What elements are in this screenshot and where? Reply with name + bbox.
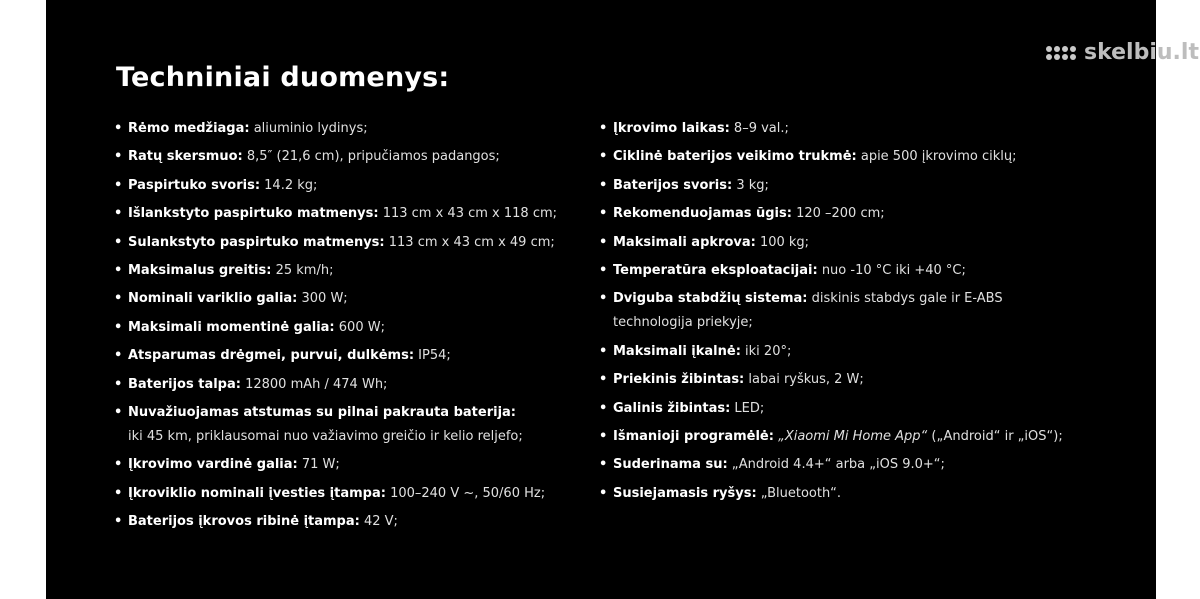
spec-key: Baterijos įkrovos ribinė įtampa: <box>128 514 360 530</box>
spec-item <box>114 316 584 340</box>
spec-item <box>114 174 584 198</box>
app-name: „Xiaomi Mi Home App“ <box>773 428 928 444</box>
spec-key: Temperatūra eksploatacijai: <box>613 262 818 278</box>
spec-key: Atsparumas drėgmei, purvui, dulkėms: <box>128 348 415 364</box>
spec-key: Rėmo medžiaga: <box>128 121 250 136</box>
spec-item <box>599 174 1099 198</box>
spec-key: Paspirtuko svoris: <box>128 177 261 193</box>
spec-item <box>599 340 1099 364</box>
spec-key: Maksimalus greitis: <box>128 262 272 278</box>
spec-key: Maksimali momentinė galia: <box>128 319 335 335</box>
spec-key: Įkrovimo laikas: <box>613 121 730 136</box>
spec-value: iki 20°; <box>740 343 792 359</box>
spec-key: Įkrovimo vardinė galia: <box>128 457 298 473</box>
spec-item <box>599 453 1099 477</box>
spec-item <box>599 287 1033 335</box>
spec-item <box>599 397 1099 421</box>
spec-item <box>114 231 584 255</box>
spec-value: 100–240 V ~, 50/60 Hz; <box>385 485 546 501</box>
spec-key: Baterijos talpa: <box>128 376 241 392</box>
spec-item <box>599 425 1099 449</box>
page-title: Techniniai duomenys: <box>116 62 450 93</box>
spec-value: iki 45 km, priklausomai nuo važiavimo greičio ir kelio reljefo; <box>128 428 523 444</box>
spec-value: 113 cm x 43 cm x 49 cm; <box>384 234 555 250</box>
spec-value: 600 W; <box>334 319 385 335</box>
spec-value: 100 kg; <box>755 234 810 250</box>
spec-value: IP54; <box>414 348 451 364</box>
watermark <box>1046 40 1200 65</box>
spec-item <box>599 259 1099 283</box>
spec-value: 8,5″ (21,6 cm), pripučiamos padangos; <box>242 149 500 165</box>
spec-item <box>114 510 584 534</box>
spec-item <box>599 202 1099 226</box>
spec-value: 120 –200 cm; <box>791 206 885 222</box>
spec-key: Nuvažiuojamas atstumas su pilnai pakrauta baterija: <box>128 404 517 420</box>
spec-item <box>114 373 584 397</box>
spec-item <box>114 202 584 226</box>
spec-item <box>114 401 584 449</box>
spec-value: 42 V; <box>359 514 398 530</box>
spec-item <box>114 482 584 506</box>
spec-value: 14.2 kg; <box>260 177 318 193</box>
spec-value: „Bluetooth“. <box>756 485 842 501</box>
spec-value: labai ryškus, 2 W; <box>744 372 864 388</box>
spec-item <box>114 287 584 311</box>
spec-key: Įkroviklio nominali įvesties įtampa: <box>128 485 386 501</box>
spec-value: 71 W; <box>297 457 340 473</box>
spec-value: 113 cm x 43 cm x 118 cm; <box>378 206 558 222</box>
spec-value: nuo -10 °C iki +40 °C; <box>817 262 966 278</box>
watermark-text: skelbiu.lt <box>1084 40 1199 65</box>
spec-item <box>114 259 584 283</box>
spec-value: 3 kg; <box>732 177 769 193</box>
skelbiu-logo-icon <box>1046 46 1076 60</box>
spec-item <box>599 117 1099 141</box>
spec-panel <box>46 0 1199 599</box>
spec-value: apie 500 įkrovimo ciklų; <box>856 149 1017 165</box>
spec-key: Maksimali įkalnė: <box>613 343 741 359</box>
spec-value: („Android“ ir „iOS“); <box>927 428 1063 444</box>
spec-item <box>599 482 1099 506</box>
spec-item <box>599 368 1099 392</box>
spec-value: 25 km/h; <box>271 262 334 278</box>
spec-key: Baterijos svoris: <box>613 177 733 193</box>
spec-key: Priekinis žibintas: <box>613 372 745 388</box>
spec-key: Dviguba stabdžių sistema: <box>613 291 808 307</box>
spec-item <box>114 117 584 141</box>
spec-key: Sulankstyto paspirtuko matmenys: <box>128 234 385 250</box>
spec-key: Ratų skersmuo: <box>128 149 243 165</box>
spec-list-right <box>599 117 1099 510</box>
spec-value: LED; <box>730 400 765 416</box>
spec-item <box>114 344 584 368</box>
spec-value: 8–9 val.; <box>729 121 789 136</box>
spec-value: „Android 4.4+“ arba „iOS 9.0+“; <box>727 457 945 473</box>
spec-item <box>599 231 1099 255</box>
spec-value: 300 W; <box>297 291 348 307</box>
spec-value: aliuminio lydinys; <box>249 121 368 136</box>
spec-item <box>599 145 1099 169</box>
spec-item <box>114 145 584 169</box>
spec-key: Galinis žibintas: <box>613 400 731 416</box>
spec-key: Suderinama su: <box>613 457 728 473</box>
spec-value: 12800 mAh / 474 Wh; <box>240 376 388 392</box>
spec-item <box>114 453 584 477</box>
spec-key: Nominali variklio galia: <box>128 291 298 307</box>
spec-value: diskinis stabdys gale ir E-ABS technologija priekyje; <box>613 291 1003 331</box>
spec-list-left <box>114 117 584 538</box>
spec-key: Išmanioji programėlė: <box>613 428 774 444</box>
spec-key: Rekomenduojamas ūgis: <box>613 206 792 222</box>
spec-key: Išlankstyto paspirtuko matmenys: <box>128 206 379 222</box>
spec-key: Ciklinė baterijos veikimo trukmė: <box>613 149 857 165</box>
spec-key: Susiejamasis ryšys: <box>613 485 757 501</box>
spec-key: Maksimali apkrova: <box>613 234 756 250</box>
